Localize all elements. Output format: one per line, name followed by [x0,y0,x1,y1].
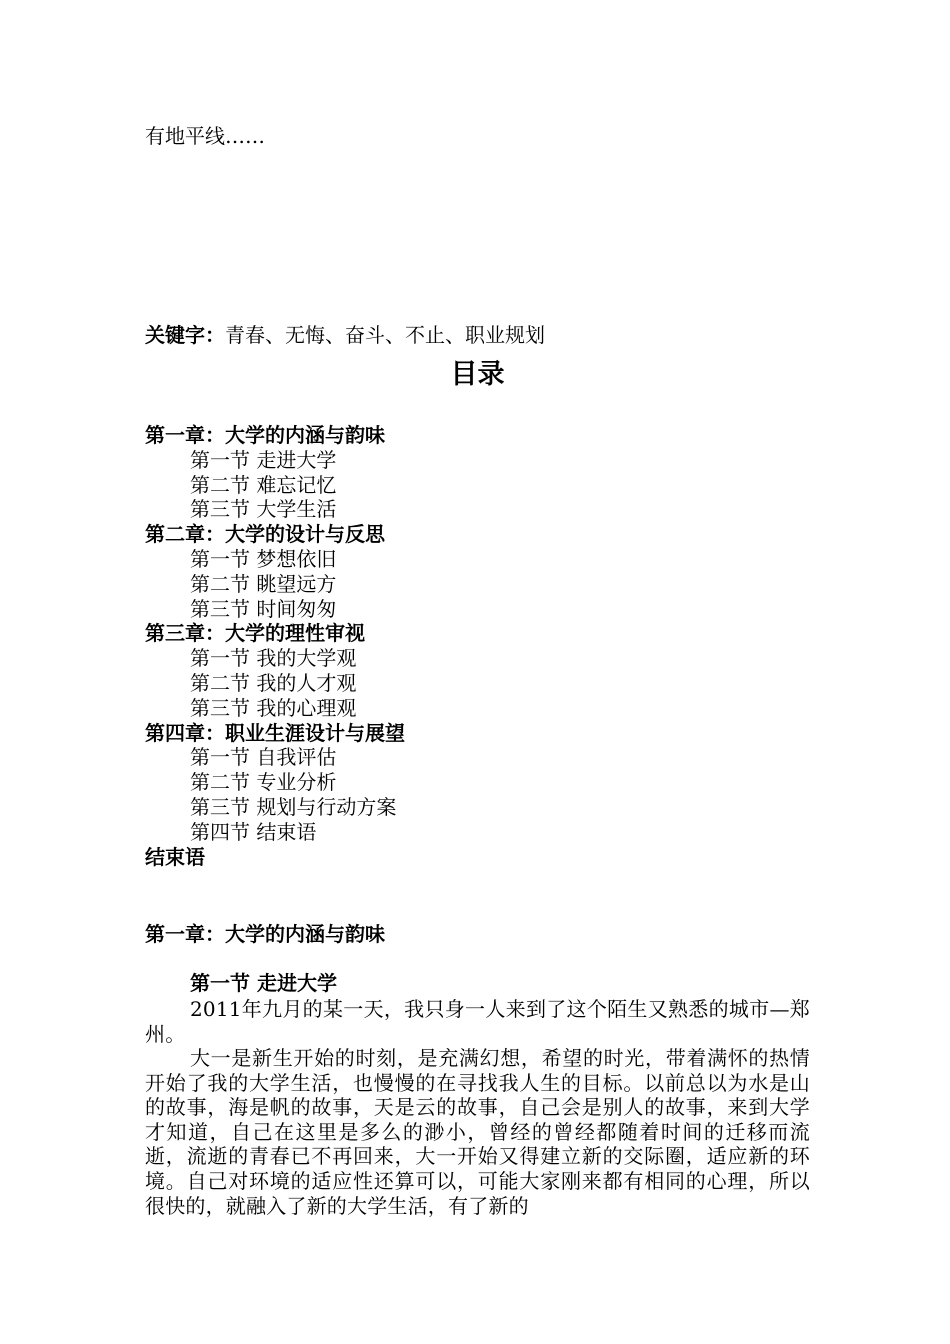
section-heading: 第一节 走进大学 [190,971,337,995]
toc-section: 第三节 规划与行动方案 [190,794,397,819]
toc-section: 第一节 我的大学观 [190,646,357,671]
toc-section: 第一节 自我评估 [190,745,337,770]
toc-section: 第三节 大学生活 [190,497,337,522]
keywords-label: 关键字： [145,323,225,347]
toc-chapter: 第三章：大学的理性审视 [145,621,365,646]
toc-chapter: 第四章：职业生涯设计与展望 [145,720,405,745]
toc-section: 第三节 我的心理观 [190,695,357,720]
toc-section: 第四节 结束语 [190,819,317,844]
toc-chapter: 结束语 [145,844,205,869]
body-paragraph-2: 大一是新生开始的时刻，是充满幻想，希望的时光，带着满怀的热情开始了我的大学生活，也慢慢的在寻找我人生的目标。以前总以为水是山的故事，海是帆的故事，天是云的故事，自己会是别人的故事，来到大学才知道，自己在这里是多么的渺小，曾经的曾经都随着时间的迁移而流逝，流逝的青春已不再回来，大一开始又得建立新的交际圈，适应新的环境。自己对环境的适应性还算可以，可能大家刚来都有相同的心理，所以很快的，就融入了新的大学生活，有了新的 [145,1046,810,1218]
toc-chapter: 第一章：大学的内涵与韵味 [145,423,385,447]
toc-section: 第二节 我的人才观 [190,670,357,695]
keywords-text: 青春、无悔、奋斗、不止、职业规划 [225,323,545,347]
toc-section: 第二节 专业分析 [190,770,337,795]
toc-section: 第一节 梦想依旧 [190,546,337,571]
toc-chapter: 第二章：大学的设计与反思 [145,522,385,547]
toc-section: 第二节 难忘记忆 [190,472,337,497]
intro-tail-text: 有地平线…… [145,124,265,148]
body-paragraph-1: 2011年九月的某一天，我只身一人来到了这个陌生又熟悉的城市—郑州。 [145,997,810,1046]
toc-section: 第二节 眺望远方 [190,571,337,596]
keywords-line [145,323,545,348]
toc-title: 目录 [450,359,505,390]
toc-section: 第一节 走进大学 [190,447,337,472]
chapter-heading: 第一章：大学的内涵与韵味 [145,922,385,946]
table-of-contents [145,423,810,869]
toc-section: 第三节 时间匆匆 [190,596,337,621]
